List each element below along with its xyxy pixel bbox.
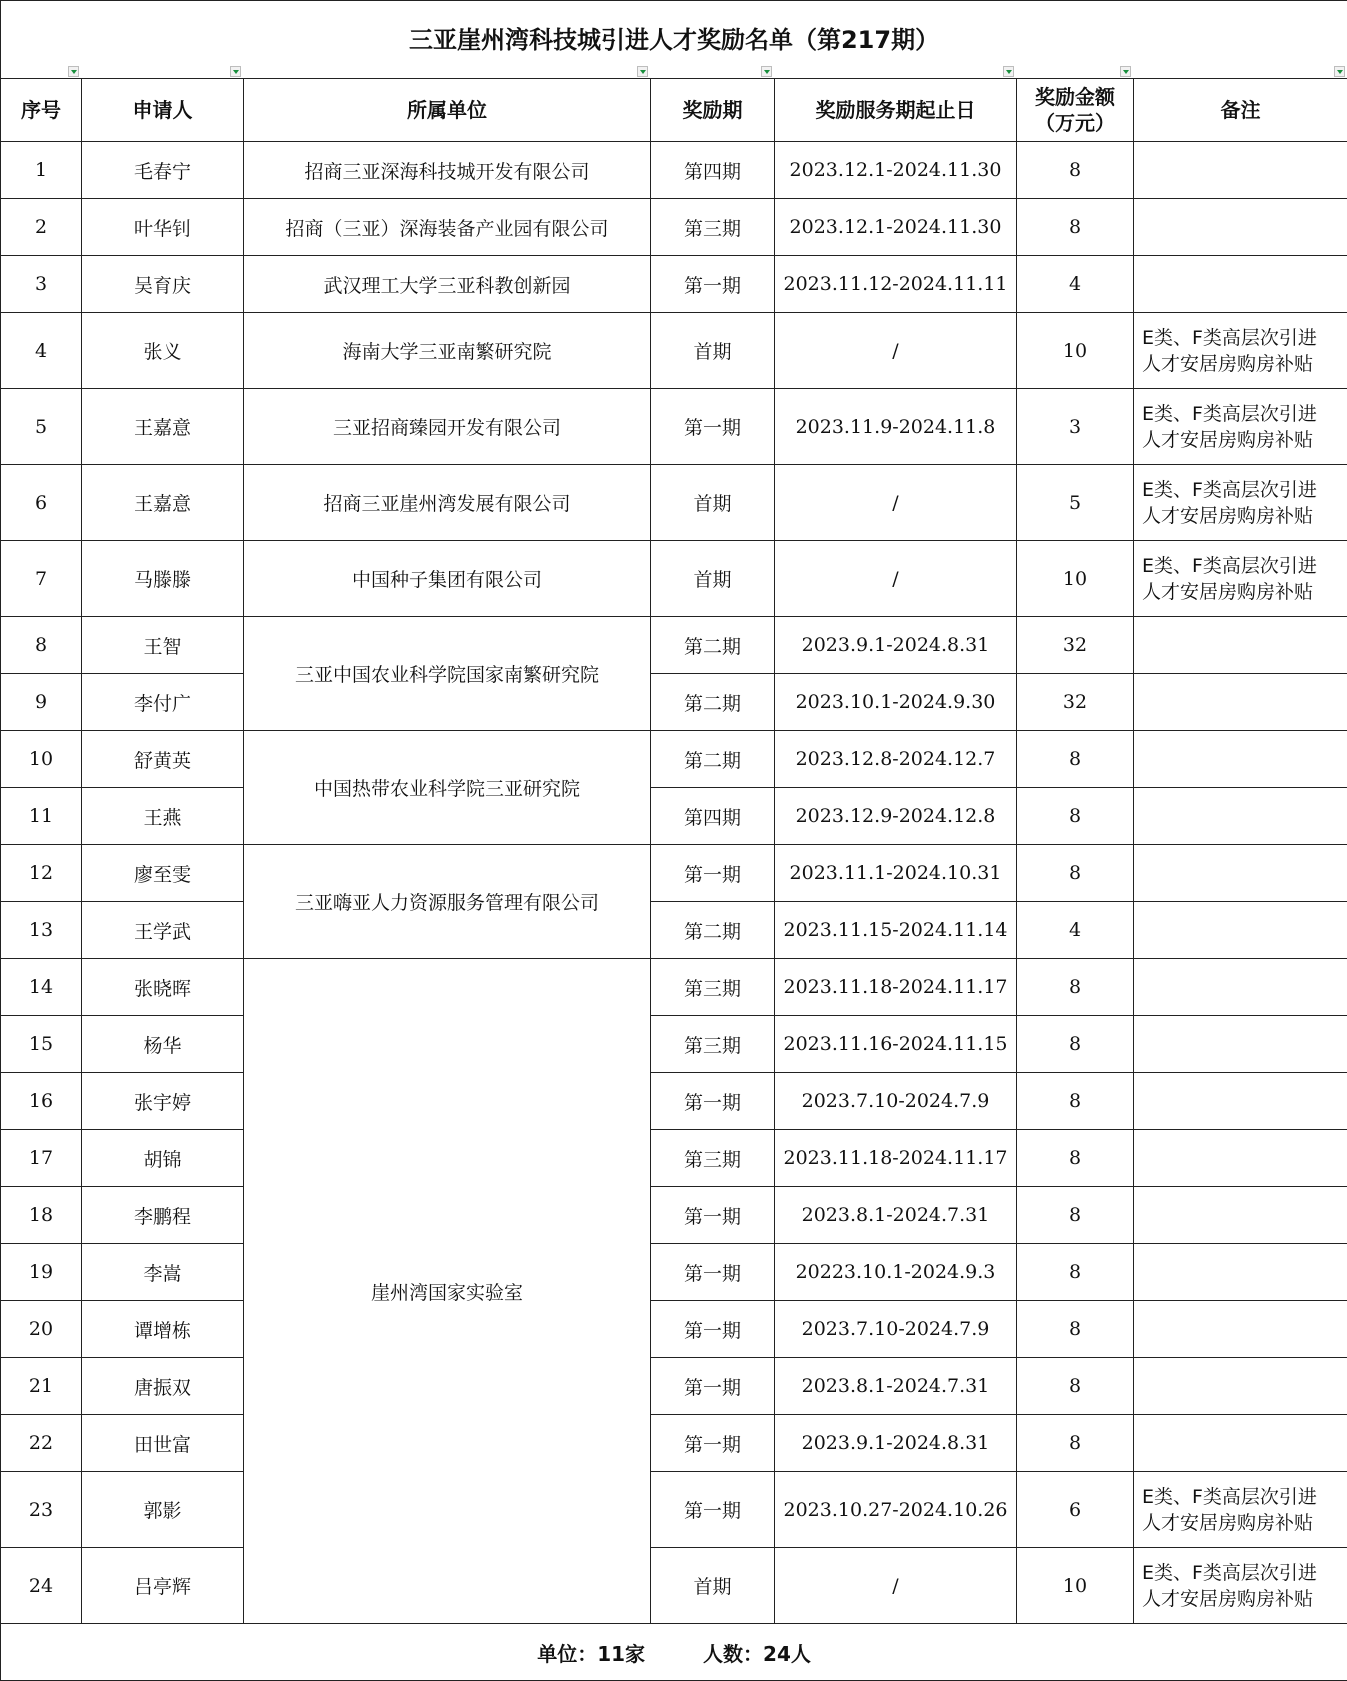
cell-seq[interactable]: 20 [1,1301,82,1358]
cell-applicant[interactable]: 李嵩 [82,1244,244,1301]
cell-service[interactable]: 2023.12.1-2024.11.30 [775,199,1017,256]
cell-amount[interactable]: 8 [1017,959,1134,1016]
cell-period[interactable]: 第二期 [651,902,775,959]
cell-applicant[interactable]: 胡锦 [82,1130,244,1187]
table-row [1,142,1347,199]
cell-period[interactable]: 第三期 [651,199,775,256]
table-row [1,256,1347,313]
cell-amount[interactable]: 4 [1017,256,1134,313]
cell-applicant[interactable]: 唐振双 [82,1358,244,1415]
filter-dropdown-icon[interactable] [1120,66,1131,77]
cell-seq[interactable]: 24 [1,1548,82,1624]
cell-service[interactable]: 2023.11.9-2024.11.8 [775,389,1017,465]
cell-applicant[interactable]: 张宇婷 [82,1073,244,1130]
header-amount-line1: 奖励金额 [1035,85,1115,109]
header-remark[interactable]: 备注 [1134,79,1347,142]
cell-unit[interactable]: 三亚嗨亚人力资源服务管理有限公司 [244,845,651,959]
table-row [1,845,1347,902]
cell-remark[interactable] [1134,1130,1347,1187]
table-row [1,1415,1347,1472]
cell-service[interactable]: 2023.11.1-2024.10.31 [775,845,1017,902]
cell-period[interactable]: 第一期 [651,845,775,902]
remark-line2: 人才安居房购房补贴 [1142,1588,1313,1610]
cell-applicant[interactable]: 毛春宁 [82,142,244,199]
remark-line1: E类、F类高层次引进 [1142,555,1317,577]
cell-remark[interactable] [1134,788,1347,845]
remark-line1: E类、F类高层次引进 [1142,479,1317,501]
cell-period[interactable]: 首期 [651,313,775,389]
cell-service[interactable]: 2023.11.18-2024.11.17 [775,959,1017,1016]
footer-people: 人数：24人 [703,1638,811,1667]
cell-seq[interactable]: 8 [1,617,82,674]
cell-seq[interactable]: 7 [1,541,82,617]
cell-applicant[interactable]: 王燕 [82,788,244,845]
filter-dropdown-icon[interactable] [68,66,79,77]
table-row [1,617,1347,674]
header-amount[interactable] [1017,79,1134,142]
cell-seq[interactable]: 16 [1,1073,82,1130]
cell-amount[interactable]: 8 [1017,1358,1134,1415]
cell-period[interactable]: 第二期 [651,731,775,788]
cell-applicant[interactable]: 田世富 [82,1415,244,1472]
cell-period[interactable]: 第一期 [651,256,775,313]
table-row [1,389,1347,465]
table-row [1,959,1347,1016]
cell-period[interactable]: 第一期 [651,1244,775,1301]
cell-period[interactable]: 第三期 [651,1130,775,1187]
cell-unit[interactable]: 中国热带农业科学院三亚研究院 [244,731,651,845]
header-period[interactable]: 奖励期 [651,79,775,142]
cell-service[interactable]: 2023.11.12-2024.11.11 [775,256,1017,313]
cell-amount[interactable]: 8 [1017,1187,1134,1244]
cell-period[interactable]: 第三期 [651,959,775,1016]
cell-period[interactable]: 首期 [651,465,775,541]
table-row [1,1301,1347,1358]
cell-remark[interactable] [1134,313,1347,389]
cell-period[interactable]: 第二期 [651,674,775,731]
cell-applicant[interactable]: 叶华钊 [82,199,244,256]
filter-row [1,64,1347,78]
cell-service[interactable]: 2023.10.27-2024.10.26 [775,1472,1017,1548]
remark-line2: 人才安居房购房补贴 [1142,429,1313,451]
cell-service[interactable]: 2023.11.18-2024.11.17 [775,1130,1017,1187]
cell-period[interactable]: 第三期 [651,1016,775,1073]
cell-unit[interactable]: 崖州湾国家实验室 [244,959,651,1624]
cell-service[interactable]: 2023.10.1-2024.9.30 [775,674,1017,731]
table-row [1,1548,1347,1624]
cell-amount[interactable]: 10 [1017,313,1134,389]
cell-service[interactable]: 2023.11.16-2024.11.15 [775,1016,1017,1073]
page-title: 三亚崖州湾科技城引进人才奖励名单（第217期） [409,26,939,54]
cell-period[interactable]: 第二期 [651,617,775,674]
cell-amount[interactable]: 32 [1017,617,1134,674]
table-row [1,788,1347,845]
filter-dropdown-icon[interactable] [637,66,648,77]
cell-seq[interactable]: 15 [1,1016,82,1073]
cell-service[interactable]: 2023.9.1-2024.8.31 [775,617,1017,674]
cell-applicant[interactable]: 王智 [82,617,244,674]
cell-applicant[interactable]: 张义 [82,313,244,389]
cell-seq[interactable]: 10 [1,731,82,788]
remark-line1: E类、F类高层次引进 [1142,1562,1317,1584]
footer-row [1,1624,1347,1681]
cell-period[interactable]: 第一期 [651,1358,775,1415]
filter-dropdown-icon[interactable] [761,66,772,77]
cell-seq[interactable]: 22 [1,1415,82,1472]
table-row [1,199,1347,256]
remark-line1: E类、F类高层次引进 [1142,403,1317,425]
cell-service[interactable]: 20223.10.1-2024.9.3 [775,1244,1017,1301]
cell-seq[interactable]: 2 [1,199,82,256]
cell-remark[interactable] [1134,845,1347,902]
cell-applicant[interactable]: 李付广 [82,674,244,731]
cell-period[interactable]: 第一期 [651,1472,775,1548]
cell-seq[interactable]: 6 [1,465,82,541]
cell-service[interactable]: / [775,541,1017,617]
cell-unit[interactable]: 三亚中国农业科学院国家南繁研究院 [244,617,651,731]
title-cell [1,1,1347,79]
filter-dropdown-icon[interactable] [230,66,241,77]
cell-service[interactable]: 2023.7.10-2024.7.9 [775,1301,1017,1358]
cell-seq[interactable]: 9 [1,674,82,731]
table-row [1,1130,1347,1187]
cell-amount[interactable]: 4 [1017,902,1134,959]
cell-service[interactable]: 2023.11.15-2024.11.14 [775,902,1017,959]
table-row [1,1244,1347,1301]
cell-period[interactable]: 第四期 [651,788,775,845]
cell-service[interactable]: 2023.8.1-2024.7.31 [775,1358,1017,1415]
filter-dropdown-icon[interactable] [1334,66,1345,77]
remark-line1: E类、F类高层次引进 [1142,1486,1317,1508]
cell-unit[interactable]: 招商三亚崖州湾发展有限公司 [244,465,651,541]
cell-seq[interactable]: 1 [1,142,82,199]
table-row [1,1016,1347,1073]
footer-summary[interactable] [1,1624,1347,1681]
table-row [1,541,1347,617]
cell-remark[interactable] [1134,1016,1347,1073]
cell-seq[interactable]: 5 [1,389,82,465]
table-row [1,313,1347,389]
cell-unit[interactable]: 三亚招商臻园开发有限公司 [244,389,651,465]
table-row [1,1073,1347,1130]
cell-period[interactable]: 第四期 [651,142,775,199]
remark-line1: E类、F类高层次引进 [1142,327,1317,349]
cell-amount[interactable]: 8 [1017,788,1134,845]
cell-amount[interactable]: 8 [1017,199,1134,256]
header-seq[interactable]: 序号 [1,79,82,142]
header-service[interactable]: 奖励服务期起止日 [775,79,1017,142]
cell-seq[interactable]: 18 [1,1187,82,1244]
cell-seq[interactable]: 21 [1,1358,82,1415]
cell-applicant[interactable]: 杨华 [82,1016,244,1073]
cell-unit[interactable]: 中国种子集团有限公司 [244,541,651,617]
cell-remark[interactable] [1134,1472,1347,1548]
cell-unit[interactable]: 招商三亚深海科技城开发有限公司 [244,142,651,199]
cell-remark[interactable] [1134,1358,1347,1415]
cell-period[interactable]: 第一期 [651,1301,775,1358]
cell-remark[interactable] [1134,541,1347,617]
cell-applicant[interactable]: 郭影 [82,1472,244,1548]
cell-service[interactable]: 2023.7.10-2024.7.9 [775,1073,1017,1130]
cell-remark[interactable] [1134,1073,1347,1130]
cell-remark[interactable] [1134,389,1347,465]
remark-line2: 人才安居房购房补贴 [1142,353,1313,375]
cell-service[interactable]: 2023.9.1-2024.8.31 [775,1415,1017,1472]
cell-remark[interactable] [1134,1301,1347,1358]
table-row [1,1472,1347,1548]
cell-applicant[interactable]: 廖至雯 [82,845,244,902]
cell-amount[interactable]: 3 [1017,389,1134,465]
cell-amount[interactable]: 8 [1017,1073,1134,1130]
cell-remark[interactable] [1134,902,1347,959]
cell-remark[interactable] [1134,142,1347,199]
table-row [1,674,1347,731]
header-amount-line2: （万元） [1035,111,1115,135]
cell-period[interactable]: 首期 [651,541,775,617]
cell-applicant[interactable]: 王学武 [82,902,244,959]
cell-applicant[interactable]: 王嘉意 [82,465,244,541]
remark-line2: 人才安居房购房补贴 [1142,505,1313,527]
cell-remark[interactable] [1134,1244,1347,1301]
cell-amount[interactable]: 8 [1017,731,1134,788]
cell-applicant[interactable]: 马滕滕 [82,541,244,617]
cell-seq[interactable]: 4 [1,313,82,389]
cell-remark[interactable] [1134,256,1347,313]
header-row [1,79,1347,142]
cell-seq[interactable]: 14 [1,959,82,1016]
cell-remark[interactable] [1134,959,1347,1016]
cell-remark[interactable] [1134,1548,1347,1624]
remark-line2: 人才安居房购房补贴 [1142,1512,1313,1534]
cell-applicant[interactable]: 舒黄英 [82,731,244,788]
cell-amount[interactable]: 8 [1017,142,1134,199]
cell-remark[interactable] [1134,465,1347,541]
cell-remark[interactable] [1134,674,1347,731]
cell-service[interactable]: 2023.12.8-2024.12.7 [775,731,1017,788]
cell-service[interactable]: / [775,313,1017,389]
remark-line2: 人才安居房购房补贴 [1142,581,1313,603]
cell-applicant[interactable]: 谭增栋 [82,1301,244,1358]
cell-amount[interactable]: 10 [1017,541,1134,617]
cell-period[interactable]: 第一期 [651,1415,775,1472]
cell-amount[interactable]: 32 [1017,674,1134,731]
cell-remark[interactable] [1134,1415,1347,1472]
cell-service[interactable]: 2023.12.9-2024.12.8 [775,788,1017,845]
cell-unit[interactable]: 武汉理工大学三亚科教创新园 [244,256,651,313]
table-row [1,1358,1347,1415]
cell-remark[interactable] [1134,617,1347,674]
cell-applicant[interactable]: 王嘉意 [82,389,244,465]
cell-seq[interactable]: 12 [1,845,82,902]
cell-amount[interactable]: 10 [1017,1548,1134,1624]
cell-unit[interactable]: 海南大学三亚南繁研究院 [244,313,651,389]
cell-applicant[interactable]: 吴育庆 [82,256,244,313]
cell-period[interactable]: 第一期 [651,1187,775,1244]
table-row [1,731,1347,788]
cell-service[interactable]: / [775,465,1017,541]
cell-seq[interactable]: 3 [1,256,82,313]
cell-service[interactable]: 2023.12.1-2024.11.30 [775,142,1017,199]
cell-amount[interactable]: 8 [1017,1244,1134,1301]
cell-remark[interactable] [1134,731,1347,788]
cell-seq[interactable]: 17 [1,1130,82,1187]
cell-period[interactable]: 第一期 [651,1073,775,1130]
cell-seq[interactable]: 13 [1,902,82,959]
cell-unit[interactable]: 招商（三亚）深海装备产业园有限公司 [244,199,651,256]
cell-applicant[interactable]: 张晓晖 [82,959,244,1016]
cell-period[interactable]: 首期 [651,1548,775,1624]
table-row [1,465,1347,541]
cell-service[interactable]: / [775,1548,1017,1624]
header-applicant[interactable]: 申请人 [82,79,244,142]
cell-amount[interactable]: 8 [1017,1016,1134,1073]
cell-amount[interactable]: 8 [1017,1130,1134,1187]
cell-service[interactable]: 2023.8.1-2024.7.31 [775,1187,1017,1244]
cell-seq[interactable]: 23 [1,1472,82,1548]
cell-amount[interactable]: 6 [1017,1472,1134,1548]
cell-amount[interactable]: 8 [1017,1301,1134,1358]
cell-amount[interactable]: 5 [1017,465,1134,541]
cell-remark[interactable] [1134,199,1347,256]
cell-seq[interactable]: 19 [1,1244,82,1301]
cell-amount[interactable]: 8 [1017,1415,1134,1472]
header-unit[interactable]: 所属单位 [244,79,651,142]
cell-seq[interactable]: 11 [1,788,82,845]
cell-amount[interactable]: 8 [1017,845,1134,902]
cell-period[interactable]: 第一期 [651,389,775,465]
table-row [1,1187,1347,1244]
cell-remark[interactable] [1134,1187,1347,1244]
table-row [1,902,1347,959]
footer-units: 单位：11家 [537,1638,645,1667]
filter-dropdown-icon[interactable] [1003,66,1014,77]
cell-applicant[interactable]: 李鹏程 [82,1187,244,1244]
cell-applicant[interactable]: 吕亭辉 [82,1548,244,1624]
